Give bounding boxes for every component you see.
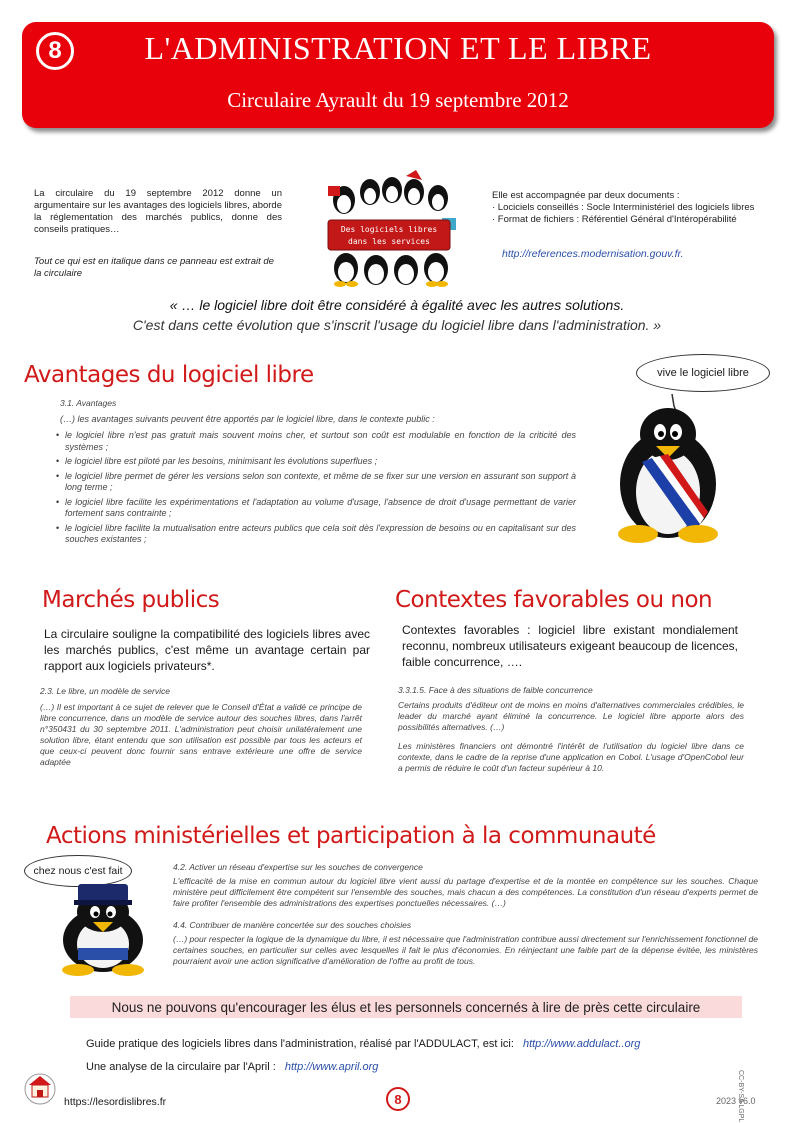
tux-gendarme-icon [48,878,158,976]
svg-text:dans les services: dans les services [348,237,430,246]
guide-line [86,1038,640,1050]
avantages-intro: (…) les avantages suivants peuvent être apportés par le logiciel libre, dans le contexte public : [60,414,435,424]
section-title-avantages: Avantages du logiciel libre [24,362,314,388]
list-item: • le logiciel libre facilite la mutualisation entre acteurs publics que cela soit dès l'expression de besoins ou en capitalisant sur des souches existantes ; [58,523,576,546]
guide-link[interactable]: http://www.addulact..org [522,1038,641,1050]
april-link[interactable]: http://www.april.org [284,1061,379,1073]
april-text: Une analyse de la circulaire par l'April : [86,1061,276,1073]
site-logo [24,1072,56,1106]
list-item: • le logiciel libre facilite les expérimentations et l'adaptation au volume d'usage, l'absence de droit d'usage permettant de varier fortement sans contrainte ; [58,497,576,520]
intro-documents [492,190,782,226]
footer-page-number: 8 [386,1087,410,1111]
penguins-crowd-illustration [322,168,462,288]
actions-reference-2: 4.4. Contribuer de manière concertée sur des souches choisies [173,920,412,930]
section-title-actions: Actions ministérielles et participation à la communauté [46,823,656,849]
guide-text: Guide pratique des logiciels libres dans l'administration, réalisé par l'ADDULACT, est ici: [86,1038,514,1050]
footer-version: 2023 v6.0 [716,1096,756,1106]
tux-penguin-icon [608,384,728,544]
section-title-contextes: Contextes favorables ou non [395,587,713,613]
speech-bubble-chez-nous: chez nous c'est fait [24,855,132,887]
actions-reference-1: 4.2. Activer un réseau d'expertise sur les souches de convergence [173,862,423,872]
quote-line-1: « … le logiciel libre doit être considéré à égalité avec les autres solutions. [169,297,625,313]
april-line [86,1061,378,1073]
intro-document-item: · Format de fichiers : Référentiel Général d'Intéropérabilité [492,214,737,225]
contextes-quote-1: Certains produits d'éditeur ont de moins en moins d'alternatives commerciales crédibles, le leader du marché ayant éliminé la concurrence. Le logiciel libre apporte alors des possibilités alternatives. (…) [398,700,744,732]
speech-bubble-vive: vive le logiciel libre [636,354,770,392]
marches-reference: 2.3. Le libre, un modèle de service [40,686,170,696]
penguins-crowd-icon [322,168,462,288]
marches-body: La circulaire souligne la compatibilité des logiciels libres avec les marchés publics, c'est même un avantage certain par rapport aux logiciels privateurs*. [44,627,370,673]
intro-documents-heading: Elle est accompagnée par deux documents : [492,190,680,201]
avantages-reference: 3.1. Avantages [60,398,117,408]
header-number-badge: 8 [36,32,74,70]
list-item: • le logiciel libre est piloté par les besoins, minimisant les évolutions superflues ; [58,456,576,468]
list-item: • le logiciel libre n'est pas gratuit mais souvent moins cher, et surtout son coût est modulable en fonction de la criticité des systèmes ; [58,430,576,453]
tux-gendarme-illustration [48,878,158,976]
contextes-body: Contextes favorables : logiciel libre existant mondialement reconnu, nombreux utilisateurs exigeant beaucoup de licences, faible concurrence, …. [402,623,738,669]
footer-url[interactable]: https://lesordislibres.fr [64,1096,167,1108]
illustration-sign-text: Des logiciels libres [340,225,438,234]
header-banner [22,22,774,128]
section-title-marches: Marchés publics [42,587,220,613]
intro-italic-note: Tout ce qui est en italique dans ce panneau est extrait de la circulaire [34,256,274,279]
actions-text-2: (…) pour respecter la logique de la dynamique du libre, il est nécessaire que l'administration contribue aussi directement sur l'enrichissement fonctionnel de certaines souches, en particulier sur celles avec lesquelles il fait le plus d'économies. En réinjectant une faible part de la dépense évitée, les ministères pourraient avoir une action significative d'amélioration de l'offre au profit de tous. [173,934,758,966]
page-subtitle: Circulaire Ayrault du 19 septembre 2012 [227,88,569,112]
list-item: • le logiciel libre permet de gérer les versions selon son contexte, et même de se fixer sur une version en assurant son support à long terme ; [58,471,576,494]
references-link[interactable]: http://references.modernisation.gouv.fr. [502,248,684,260]
marches-quote: (…) Il est important à ce sujet de relever que le Conseil d'État a validé ce principe de libre concurrence, dans un modèle de service autour des souches libres, dans l'arrêt n°350431 du 30 septembre 2011. L'administration peut choisir unilatéralement une solution libre, étant entendu que son utilisation est possible par tous les acteurs et que ceux-ci peuvent donc fournir sans entrave extérieure une offre de service adaptée [40,702,362,767]
quote-line-2: C'est dans cette évolution que s'inscrit l'usage du logiciel libre dans l'administration. » [132,317,662,333]
intro-text: La circulaire du 19 septembre 2012 donne un argumentaire sur les avantages des logiciels libres, aborde la réglementation des marchés publics, donne des conseils pratiques… [34,188,282,235]
tux-mayor-illustration [608,384,728,544]
intro-document-item: · Lociciels conseillés : Socle Interministériel des logiciels libres [492,202,755,213]
encourage-banner: Nous ne pouvons qu'encourager les élus et les personnels concernés à lire de près cette circulaire [70,996,742,1018]
actions-text-1: L'efficacité de la mise en commun autour du logiciel libre vient aussi du partage d'expertise et de la montée en compétence sur les souches. Chaque ministère peut difficilement être compétent sur l'ensemble des souches, mais chacun a des compétences. La constitution d'un réseau d'experts permet de faire profiter l'ensemble des administrations des expertises ponctuelles nécessaires. (…) [173,876,758,908]
footer-license: CC-BY-SA LGPL [737,1070,744,1123]
avantages-list [58,430,576,549]
page-title: L'ADMINISTRATION ET LE LIBRE [144,30,652,66]
contextes-reference: 3.3.1.5. Face à des situations de faible concurrence [398,685,593,695]
contextes-quote-2: Les ministères financiers ont démontré l'intérêt de l'utilisation du logiciel libre dans ce contexte, dans le cadre de la reprise d'une application en Cobol. L'usage d'OpenCobol leur a permis de réduire le coût d'un facteur supérieur à 10. [398,741,744,773]
ordis-libres-logo-icon [24,1072,56,1106]
